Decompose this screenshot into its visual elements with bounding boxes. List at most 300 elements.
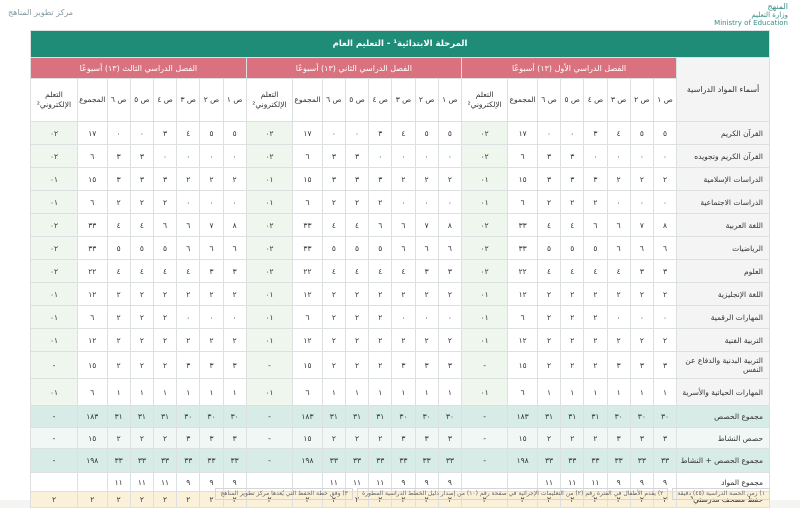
table-cell: ٦ [392,214,415,237]
table-cell: ٢ [537,306,560,329]
table-cell: ٦ [293,191,323,214]
subject-name: القرآن الكريم وتجويده [677,145,770,168]
table-cell: ٩ [415,473,438,492]
table-cell: ٣ [107,145,130,168]
table-cell: ٣ [223,352,246,379]
table-cell: ٢ [200,492,223,508]
study-plan-table [30,30,770,508]
subject-name: حصص النشاط [677,428,770,449]
table-cell: ٤ [537,214,560,237]
table-cell: ٣٠ [392,406,415,428]
table-cell: ٢ [107,428,130,449]
table-cell: ٣٣ [177,449,200,473]
logo-mark: المنهج [767,2,788,11]
table-cell: ٣٣ [369,449,392,473]
table-cell: ٦ [153,214,176,237]
footnotes [30,488,770,500]
column-header: التعلم الإلكتروني² [246,79,292,122]
table-cell: ٥ [561,237,584,260]
table-cell: ٢ [246,492,292,508]
table-cell: ١ [223,379,246,406]
column-header: ص ٦ [107,79,130,122]
table-cell: ٣٣ [293,237,323,260]
table-cell: ٤ [107,214,130,237]
table-cell: ٢ [107,283,130,306]
table-cell: ٣٣ [537,449,560,473]
table-cell: ٣ [561,168,584,191]
table-cell: ٣١ [322,406,345,428]
table-cell: ٦ [200,237,223,260]
table-cell: ٢ [369,492,392,508]
table-cell: ٢ [415,492,438,508]
table-cell: ٩ [653,473,676,492]
table-cell: ٤ [607,122,630,145]
table-cell: ٠ [607,306,630,329]
summary-row [31,449,770,473]
table-cell: ٣٠ [630,406,653,428]
table-cell: ٢ [607,283,630,306]
subject-name: الرياضيات [677,237,770,260]
table-cell: ٠١ [31,306,78,329]
table-cell: ٥ [322,237,345,260]
table-cell: ٣٣ [322,449,345,473]
column-header: ص ٥ [345,79,368,122]
table-cell: ٣٣ [200,449,223,473]
table-cell: - [461,406,507,428]
table-cell: ٢ [177,329,200,352]
table-cell: ٢ [630,283,653,306]
table-cell: ١٥ [508,168,538,191]
table-cell: ٦ [78,145,108,168]
table-cell: ٣ [130,168,153,191]
table-cell: ٢ [107,306,130,329]
table-cell: ٣٣ [653,449,676,473]
table-cell: ٠ [369,145,392,168]
table-cell: ٠ [177,191,200,214]
table-cell: ٣٣ [107,449,130,473]
column-header: ص ٣ [177,79,200,122]
footnote: ١) زمن الحصة الدراسية (٤٥) دقيقة [672,488,770,500]
table-row [31,145,770,168]
table-cell: - [246,406,292,428]
table-cell: ٢٢ [78,260,108,283]
table-cell: ٣ [177,352,200,379]
table-cell: ١٥ [78,428,108,449]
table-cell: ٢ [345,352,368,379]
subject-name: القرآن الكريم [677,122,770,145]
table-cell: ٤ [345,214,368,237]
table-cell: ٢ [653,168,676,191]
table-cell: ٣ [415,352,438,379]
table-cell: ٠٢ [461,260,507,283]
table-cell: ٠ [537,122,560,145]
table-cell: ١ [153,379,176,406]
table-cell: ٩ [438,473,461,492]
table-cell: ٠ [653,145,676,168]
table-cell: ٦ [223,237,246,260]
table-cell: ٢ [392,283,415,306]
logo-subtitle-ar: وزارة التعليم [751,11,788,19]
table-cell: ٢ [630,492,653,508]
table-cell: ٣٠ [438,406,461,428]
table-cell: - [246,428,292,449]
table-cell: ٢ [561,492,584,508]
table-cell: ٣٣ [607,449,630,473]
table-cell: ٥ [153,237,176,260]
table-cell: ١ [369,379,392,406]
table-cell: ٤ [130,214,153,237]
subject-name: الدراسات الإسلامية [677,168,770,191]
table-cell: ٠ [630,306,653,329]
table-cell: ٢ [107,191,130,214]
table-cell: ٩ [607,473,630,492]
table-cell: ١ [392,379,415,406]
table-cell: ٣٣ [78,214,108,237]
table-cell: ١ [107,379,130,406]
table-cell: - [31,406,78,428]
table-cell: ٠ [223,306,246,329]
table-cell: ٢ [322,428,345,449]
column-header: ص ٣ [392,79,415,122]
table-cell: ٣١ [584,406,607,428]
table-cell: ٠ [200,306,223,329]
table-cell: ٠ [607,145,630,168]
semester-header-row [31,58,770,79]
table-cell: ٢ [584,428,607,449]
table-cell: ٦ [630,237,653,260]
table-cell: ٢ [322,191,345,214]
table-cell: ٢ [653,283,676,306]
summary-row [31,428,770,449]
table-cell: ٠ [653,191,676,214]
table-cell: ١٧ [78,122,108,145]
table-cell: ٢ [537,428,560,449]
table-cell: ٥ [584,237,607,260]
table-cell: ٣ [438,352,461,379]
subject-name: المهارات الرقمية [677,306,770,329]
table-cell: ٢ [153,492,176,508]
table-cell: ٠١ [461,329,507,352]
subject-name: العلوم [677,260,770,283]
column-header: ص ١ [438,79,461,122]
column-header: ص ٦ [322,79,345,122]
table-cell: ٣ [153,168,176,191]
table-cell: ٩ [177,473,200,492]
table-cell: ٧ [200,214,223,237]
table-cell: ٠ [392,191,415,214]
table-cell: ٦ [415,237,438,260]
table-cell: ٣١ [130,406,153,428]
table-cell: ٣٣ [78,237,108,260]
table-cell: ٠٢ [31,145,78,168]
table-cell: ٢ [630,329,653,352]
table-cell: ٩ [223,473,246,492]
column-header: التعلم الإلكتروني² [31,79,78,122]
table-cell: ٠١ [461,191,507,214]
table-cell: ٣ [369,168,392,191]
table-cell: ٢ [223,283,246,306]
subject-name: الدراسات الاجتماعية [677,191,770,214]
table-cell: ٢ [200,329,223,352]
table-cell: ٩ [392,473,415,492]
table-cell: ٣ [438,428,461,449]
table-cell: ٢ [130,352,153,379]
subject-name: حفظ مصحف مدرستي³ [677,492,770,508]
table-cell: - [461,352,507,379]
table-cell: ٢ [322,283,345,306]
table-cell: ٦ [653,237,676,260]
table-cell: ٥ [369,237,392,260]
table-cell: ٣ [630,352,653,379]
table-cell: ٢ [561,283,584,306]
table-cell: ٠ [438,306,461,329]
table-cell: ٠١ [31,283,78,306]
stage-title: المرحلة الابتدائية¹ - التعليم العام [31,31,770,58]
header-left-text: مركز تطوير المناهج [8,8,74,17]
table-cell: ٣ [322,145,345,168]
table-cell: ٠٢ [246,237,292,260]
table-cell: ١٨٣ [508,406,538,428]
table-cell: ٠٢ [246,214,292,237]
table-row [31,237,770,260]
table-cell: ٠١ [246,168,292,191]
table-cell: ٣ [438,260,461,283]
table-cell: ٠ [630,145,653,168]
table-cell: ١ [630,379,653,406]
table-cell: ١٥ [78,352,108,379]
table-cell: ٣ [153,122,176,145]
table-cell: ٣٠ [415,406,438,428]
table-cell: ٢ [345,306,368,329]
table-cell: ٣ [107,168,130,191]
table-cell: ١٢ [508,329,538,352]
table-cell: ٦ [293,306,323,329]
table-row [31,306,770,329]
table-cell: ٢ [584,352,607,379]
table-cell: ٢ [177,283,200,306]
table-cell: ٠ [153,145,176,168]
table-cell: ١ [653,379,676,406]
column-header: المجموع [293,79,323,122]
table-cell: ٣٠ [177,406,200,428]
table-cell: ٢ [653,492,676,508]
table-cell: ٠ [345,122,368,145]
table-cell: ٦ [508,379,538,406]
table-cell: ٢ [461,492,507,508]
table-cell: ٢ [369,428,392,449]
table-cell: ١١ [345,473,368,492]
stage-title-row [31,31,770,58]
table-cell: ٢٢ [293,260,323,283]
table-cell: ٣١ [107,406,130,428]
table-cell: ٢ [561,191,584,214]
table-cell: ٣٣ [561,449,584,473]
table-cell: ٣ [607,352,630,379]
table-cell: ٣ [415,428,438,449]
table-cell: ٠ [322,122,345,145]
table-cell: ٢ [369,306,392,329]
table-cell: ٢ [561,352,584,379]
table-cell: ٠ [415,306,438,329]
table-cell: ١١ [322,473,345,492]
subjects-header: أسماء المواد الدراسية [677,58,770,122]
table-cell: ٣ [223,428,246,449]
table-cell: ٦ [369,214,392,237]
table-cell: ٣٣ [392,449,415,473]
table-cell: ٢ [561,306,584,329]
table-cell: ٥ [200,122,223,145]
table-cell: ١٩٨ [508,449,538,473]
table-cell: ١ [177,379,200,406]
table-cell: ٢ [177,492,200,508]
table-cell: ٠١ [246,306,292,329]
semester-header-3: الفصل الدراسي الثالث (١٣) أسبوعًا [31,58,247,79]
table-cell: ٤ [537,260,560,283]
table-cell: ١٥ [293,352,323,379]
table-cell: ٢ [584,329,607,352]
column-header: ص ١ [653,79,676,122]
table-cell: ٣ [200,428,223,449]
table-cell: ٢ [107,329,130,352]
table-cell: ٠ [415,145,438,168]
table-cell: ٤ [392,122,415,145]
table-cell: ٣٠ [200,406,223,428]
table-cell: ٠ [607,191,630,214]
table-cell: ٢ [177,168,200,191]
table-cell: ٢ [223,329,246,352]
table-cell: ٢ [584,492,607,508]
table-cell: ٠ [438,191,461,214]
table-cell: ٢ [537,329,560,352]
table-cell: ٣٣ [293,214,323,237]
table-cell: ١ [415,379,438,406]
table-cell: ٠٢ [246,145,292,168]
table-cell: ٥ [107,237,130,260]
table-cell: ٥ [130,237,153,260]
table-cell: ٠٢ [31,260,78,283]
table-cell: ٥ [345,237,368,260]
table-cell: ٣١ [561,406,584,428]
table-cell: ٠١ [246,329,292,352]
table-cell: ٢ [223,492,246,508]
subject-name: اللغة الإنجليزية [677,283,770,306]
table-cell: ٥ [653,122,676,145]
table-cell: ٣ [584,168,607,191]
table-cell: ١١ [584,473,607,492]
table-cell: ٠١ [31,191,78,214]
table-cell: ٣٣ [415,449,438,473]
table-cell: ٢ [153,283,176,306]
table-cell: ١٧ [508,122,538,145]
table-cell: ٠ [177,306,200,329]
table-cell: ٢ [438,492,461,508]
table-row [31,122,770,145]
table-cell: ١٥ [78,168,108,191]
table-cell: ٢ [130,329,153,352]
table-cell: ٠ [584,145,607,168]
table-cell: ٢ [345,428,368,449]
table-cell: ٤ [177,122,200,145]
table-cell: ١٨٣ [293,406,323,428]
footnote: ٢) يقدم الأطفال في الفترة رقم (٢) من التعليمات الإجرائية في صفحة رقم (١٠) من إصدار دليل الخطط الدراسية المطورة [357,488,668,500]
table-cell: ٠١ [246,379,292,406]
table-cell: ٣ [200,260,223,283]
table-cell: ١ [438,379,461,406]
table-cell: ٠١ [246,283,292,306]
table-cell: ٢ [369,191,392,214]
table-cell: ٤ [177,260,200,283]
table-cell: - [246,449,292,473]
table-cell: ٢ [508,492,538,508]
table-cell: ٢ [392,168,415,191]
table-cell: ٦ [177,237,200,260]
table-cell: ٢٢ [508,260,538,283]
table-cell: ٢ [130,191,153,214]
table-cell: ٠١ [461,306,507,329]
table-cell: ٦ [584,214,607,237]
table-cell: ٠٢ [461,145,507,168]
table-cell: ٠٢ [461,237,507,260]
table-cell: ٩ [630,473,653,492]
table-cell: ١ [584,379,607,406]
table-cell: ٢ [223,168,246,191]
column-header: ص ٣ [607,79,630,122]
column-header: ص ٥ [130,79,153,122]
subject-name: مجموع المواد [677,473,770,492]
table-cell: ٣ [537,168,560,191]
table-cell: ٢ [607,329,630,352]
table-cell: ٢ [107,352,130,379]
table-cell: ٧ [415,214,438,237]
table-cell: ٦ [508,191,538,214]
table-cell: ٠١ [246,191,292,214]
table-cell: ٢ [537,352,560,379]
summary-row [31,406,770,428]
column-header: ص ٤ [584,79,607,122]
table-cell: ٣٣ [345,449,368,473]
table-cell: ٣ [630,260,653,283]
table-cell: ٤ [322,260,345,283]
table-cell: ٨ [653,214,676,237]
table-cell: ٣ [561,145,584,168]
table-cell: ١٢ [78,283,108,306]
table-cell: ١ [345,379,368,406]
table-cell: ٣ [415,260,438,283]
table-cell: ٣ [130,145,153,168]
column-header: ص ٢ [630,79,653,122]
table-cell: ٢ [322,352,345,379]
table-cell: ٣٣ [130,449,153,473]
table-cell: ٠ [415,191,438,214]
table-cell: ٣٣ [438,449,461,473]
logo-subtitle-en: Ministry of Education [714,19,788,27]
table-row [31,260,770,283]
table-cell: - [31,428,78,449]
table-cell: ٤ [322,214,345,237]
table-cell: ٦ [78,306,108,329]
table-cell: ٣ [653,428,676,449]
table-cell: ٢ [107,492,130,508]
table-cell: ٢ [322,329,345,352]
table-cell: ٤ [369,260,392,283]
table-cell: ٥ [438,122,461,145]
table-row [31,168,770,191]
table-cell: ٠١ [31,168,78,191]
table-cell: ١ [607,379,630,406]
column-header: ص ٥ [561,79,584,122]
table-cell: ٠٢ [461,122,507,145]
table-cell: ١٢ [78,329,108,352]
